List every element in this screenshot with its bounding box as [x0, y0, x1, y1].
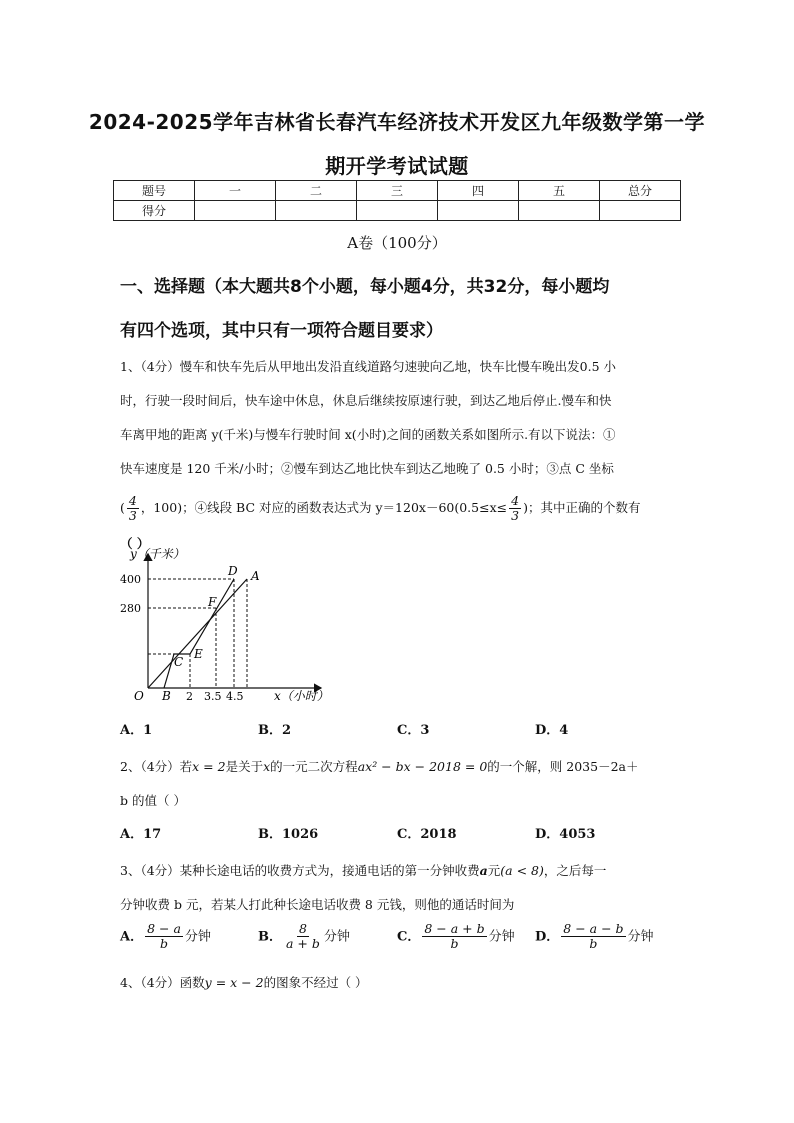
y-axis-label: y（千米）	[130, 547, 185, 561]
point-label-o: O	[134, 689, 144, 703]
q4-equation: y = x − 2	[204, 975, 264, 990]
option-letter: C．	[397, 929, 421, 945]
q4-prefix: 4、（4分）函数	[120, 975, 205, 990]
fraction-four-thirds-2	[509, 494, 521, 524]
table-cell: 题号	[114, 181, 195, 201]
option-letter: D．	[535, 929, 560, 945]
q1-line: 时，行驶一段时间后，快车途中休息，休息后继续按原速行驶，到达乙地后停止.慢车和快	[120, 393, 612, 408]
q2-option-c: C．2018	[397, 827, 457, 842]
q2-line-2: b 的值（ ）	[120, 793, 186, 808]
frac-den: b	[589, 936, 598, 952]
frac-num: 8 − a + b	[424, 921, 485, 936]
option-unit: 分钟	[184, 929, 211, 945]
q3-text: 元	[487, 863, 501, 878]
frac-den: b	[160, 936, 169, 952]
option-unit: 分钟	[323, 929, 350, 945]
exam-title-line2: 期开学考试试题	[325, 154, 469, 178]
option-fraction	[284, 922, 322, 952]
frac-den: b	[450, 936, 459, 952]
question-2	[120, 750, 680, 818]
q1-line: 快车速度是 120 千米/小时；②慢车到达乙地比快车到达乙地晚了 0.5 小时；③点 C 坐标	[120, 461, 614, 476]
frac-den: 3	[128, 508, 137, 523]
q1-option-d: D．4	[535, 723, 569, 738]
score-table-header-row	[114, 181, 681, 201]
q1-option-c: C．3	[397, 723, 430, 738]
option-letter: A．	[120, 929, 144, 945]
q1-option-b: B．2	[258, 723, 292, 738]
q2-option-d: D．4053	[535, 827, 596, 842]
question-1	[120, 350, 680, 558]
x-axis-label: x（小时）	[274, 689, 329, 703]
question-3	[120, 854, 680, 922]
frac-den: 3	[511, 508, 520, 523]
point-label-b: B	[162, 689, 171, 703]
question-4	[120, 966, 680, 1000]
table-cell-empty	[519, 201, 600, 221]
q3-text: 3、（4分）某种长途电话的收费方式为，接通电话的第一分钟收费	[120, 863, 480, 878]
frac-den: a + b	[286, 936, 320, 952]
q1-line5-mid: ，100)；④线段 BC 对应的函数表达式为 y＝120x－60(0.5≤x≤	[140, 500, 508, 515]
part1-heading-line1: 一、选择题（本大题共8个小题，每小题4分，共32分，每小题均	[120, 277, 610, 297]
fraction-four-thirds	[127, 494, 139, 524]
point-label-c: C	[174, 655, 184, 669]
y-tick-400: 400	[120, 573, 141, 586]
q1-line: 1、（4分）慢车和快车先后从甲地出发沿直线道路匀速驶向乙地，快车比慢车晚出发0.5 小	[120, 359, 617, 374]
point-label-e: E	[194, 647, 203, 661]
q3-option-c	[397, 922, 515, 952]
table-cell-empty	[357, 201, 438, 221]
q3-line-1	[120, 854, 680, 888]
table-cell: 五	[519, 181, 600, 201]
exam-title-line1: 2024-2025学年吉林省长春汽车经济技术开发区九年级数学第一学	[88, 110, 706, 134]
q3-var-a: a	[479, 863, 488, 878]
q2-suffix: 的一个解，则 2035－2a＋	[487, 759, 639, 774]
frac-num: 4	[128, 492, 137, 508]
option-unit: 分钟	[488, 929, 515, 945]
x-tick-3-5: 3.5	[204, 690, 222, 703]
q2-condition: x = 2	[192, 759, 226, 774]
option-unit: 分钟	[627, 929, 654, 945]
q1-answer-paren: （ ）	[120, 536, 150, 551]
option-fraction	[561, 922, 625, 952]
x-tick-4-5: 4.5	[226, 690, 244, 703]
distance-time-graph	[116, 540, 346, 712]
q4-suffix: 的图象不经过（ ）	[263, 975, 368, 990]
point-label-d: D	[228, 564, 238, 578]
q2-text: 的一元二次方程	[270, 759, 358, 774]
frac-num: 8 − a − b	[563, 921, 624, 936]
frac-num: 8 − a	[147, 921, 181, 936]
y-tick-280: 280	[120, 602, 141, 615]
q2-option-a: A．17	[120, 827, 162, 842]
q3-option-a	[120, 922, 211, 952]
q2-text: 是关于	[225, 759, 264, 774]
q2-prefix: 2、（4分）若	[120, 759, 193, 774]
q3-line-2: 分钟收费 b 元，若某人打此种长途电话收费 8 元钱，则他的通话时间为	[120, 897, 515, 912]
table-cell: 三	[357, 181, 438, 201]
q1-line-5	[120, 486, 680, 530]
option-fraction	[422, 922, 486, 952]
table-cell: 二	[276, 181, 357, 201]
q3-condition: (a < 8)	[500, 863, 544, 878]
q3-option-b	[258, 922, 350, 952]
table-cell-empty	[195, 201, 276, 221]
table-cell-empty	[438, 201, 519, 221]
table-cell-empty	[600, 201, 681, 221]
table-cell: 总分	[600, 181, 681, 201]
option-letter: B．	[258, 929, 282, 945]
score-table	[113, 180, 681, 221]
fast-car-line	[164, 579, 234, 688]
q2-option-b: B．1026	[258, 827, 319, 842]
frac-num: 8	[298, 921, 307, 936]
section-a-heading: A卷（100分）	[347, 234, 447, 252]
q1-line5-end: )；其中正确的个数有	[523, 500, 641, 515]
slow-car-line	[148, 579, 247, 688]
q1-option-a: A．1	[120, 723, 153, 738]
part1-heading-line2: 有四个选项，其中只有一项符合题目要求）	[120, 321, 443, 341]
table-cell-empty	[276, 201, 357, 221]
score-table-score-row	[114, 201, 681, 221]
option-fraction	[145, 922, 183, 952]
q2-equation: ax² − bx − 2018 = 0	[357, 759, 488, 774]
q1-open-paren: (	[120, 500, 125, 515]
q2-variable: x	[263, 759, 271, 774]
frac-num: 4	[511, 492, 520, 508]
q3-option-d	[535, 922, 654, 952]
q2-line-1	[120, 750, 680, 784]
table-cell: 一	[195, 181, 276, 201]
table-cell: 四	[438, 181, 519, 201]
q1-line: 车离甲地的距离 y(千米)与慢车行驶时间 x(小时)之间的函数关系如图所示.有以下说法：①	[120, 427, 616, 442]
table-cell: 得分	[114, 201, 195, 221]
q3-text: ，之后每一	[543, 863, 607, 878]
point-label-f: F	[208, 595, 217, 609]
x-tick-2: 2	[186, 690, 193, 703]
point-label-a: A	[251, 569, 260, 583]
